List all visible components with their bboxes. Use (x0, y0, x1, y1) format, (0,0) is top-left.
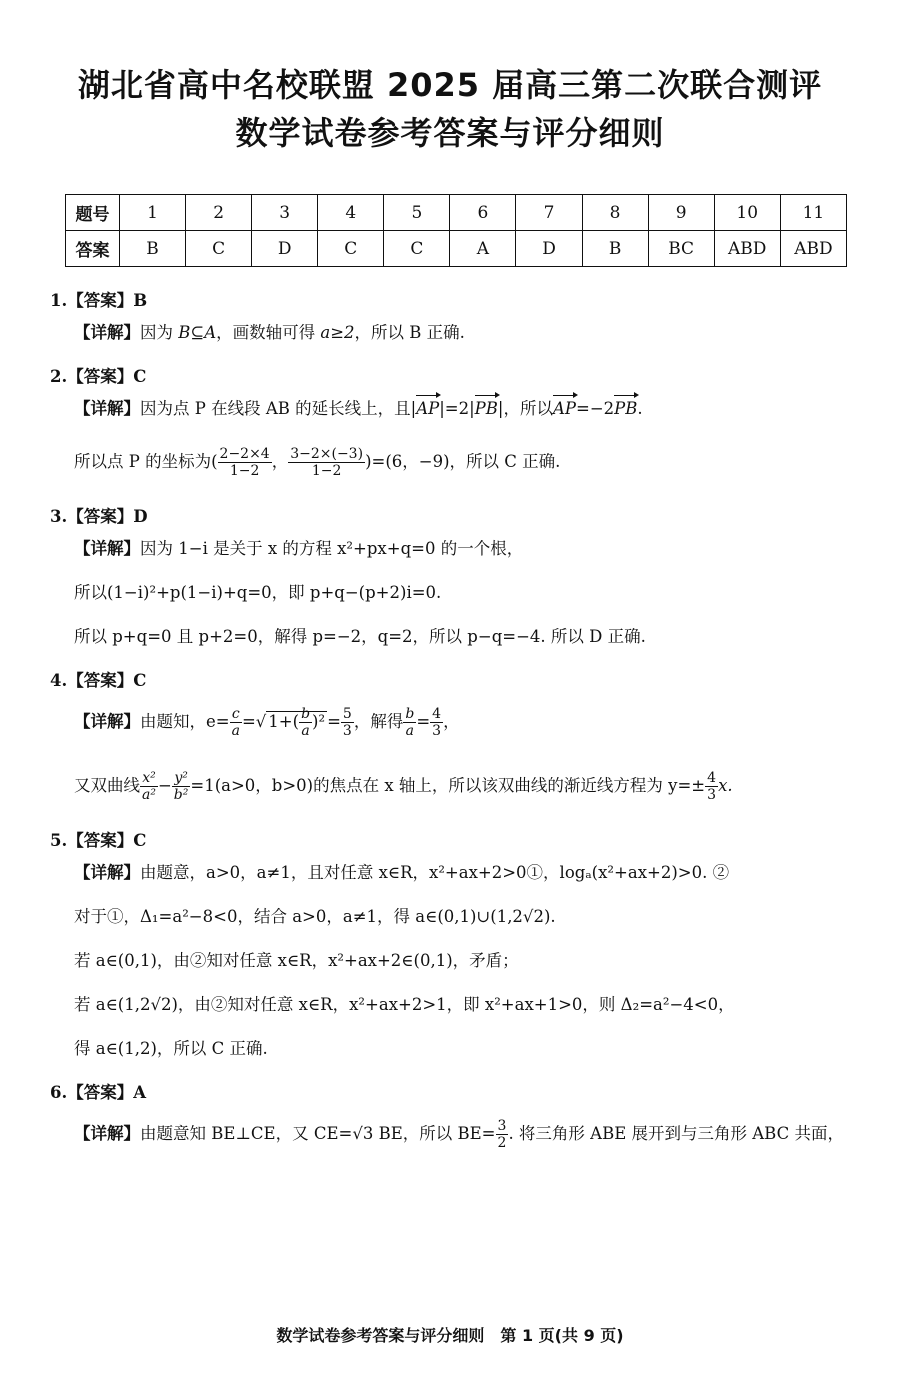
text: x. (718, 776, 733, 795)
explanation-5-line5: 得 a∈(1,2)，所以 C 正确. (74, 1039, 268, 1058)
numerator: 5 (342, 706, 352, 722)
explanation-1 (74, 322, 880, 366)
denominator: 1−2 (229, 463, 260, 479)
explanation-3-line3: 所以 p+q=0 且 p+2=0，解得 p=−2，q=2，所以 p−q=−4. 所以 D 正确. (74, 627, 646, 646)
answer-cell: D (252, 231, 318, 267)
explanation-5-line4: 若 a∈(1,2√2)，由②知对任意 x∈R，x²+ax+2>1，即 x²+ax+1>0，则 Δ₂=a²−4<0， (74, 995, 735, 1014)
text: 由题意知 BE⊥CE，又 CE=√3 BE，所以 BE= (140, 1124, 496, 1143)
denominator: a (301, 723, 310, 739)
denominator: 2 (497, 1135, 507, 1151)
fraction (430, 706, 443, 739)
text: 因为 1−i 是关于 x 的方程 x²+px+q=0 的一个根， (140, 539, 524, 558)
answer-cell: C (318, 231, 384, 267)
answer-cell: B (582, 231, 648, 267)
text: =1(a>0，b>0)的焦点在 x 轴上，所以该双曲线的渐近线方程为 y=± (190, 776, 706, 795)
denominator: 3 (342, 723, 352, 739)
vector-ap: AP (416, 399, 440, 418)
explanation-2-line2 (74, 442, 880, 506)
text: |，所以 (497, 399, 553, 418)
math: a≥2 (320, 323, 355, 342)
denominator: b² (173, 787, 189, 803)
explanation-6-line1 (74, 1114, 880, 1178)
explanation-2-line1 (74, 398, 880, 442)
number-cell: 9 (648, 195, 714, 231)
numerator: b (301, 706, 311, 722)
number-cell: 8 (582, 195, 648, 231)
explanation-3-line1 (74, 538, 880, 582)
detail-label: 【详解】 (74, 323, 140, 342)
answer-cell: C (384, 231, 450, 267)
text: ，画数轴可得 (216, 323, 321, 342)
answer-table (65, 194, 847, 267)
number-cell: 4 (318, 195, 384, 231)
number-cell: 6 (450, 195, 516, 231)
fraction (172, 770, 191, 803)
fraction (140, 770, 158, 803)
vector-ap: AP (552, 399, 576, 418)
denominator: 3 (707, 787, 717, 803)
page-title-line1: 湖北省高中名校联盟 2025 届高三第二次联合测评 (77, 66, 823, 104)
detail-label: 【详解】 (74, 863, 140, 882)
answer-cell: D (516, 231, 582, 267)
explanation-3-line2: 所以(1−i)²+p(1−i)+q=0，即 p+q−(p+2)i=0. (74, 583, 442, 602)
denominator: a² (142, 787, 156, 803)
answer-heading-6: 6.【答案】A (50, 1083, 147, 1102)
number-row-label: 题号 (66, 195, 120, 231)
answer-table-answer-row (66, 231, 847, 267)
fraction (496, 1118, 509, 1151)
answer-row-label: 答案 (66, 231, 120, 267)
fraction (288, 446, 365, 479)
text: − (157, 776, 172, 795)
text: ，所以 B 正确. (354, 323, 465, 342)
denominator: 3 (432, 723, 442, 739)
text: ，解得 (353, 712, 404, 731)
answer-cell: A (450, 231, 516, 267)
answer-cell: BC (648, 231, 714, 267)
numerator: 3−2×(−3) (290, 446, 364, 462)
answer-heading-5: 5.【答案】C (50, 831, 147, 850)
sqrt-sign: √ (255, 712, 267, 731)
answer-cell: B (120, 231, 186, 267)
text: ， (271, 452, 289, 471)
detail-label: 【详解】 (74, 399, 140, 418)
text: =−2 (576, 399, 615, 418)
detail-label: 【详解】 (74, 539, 140, 558)
text: . (637, 399, 643, 418)
fraction (218, 446, 272, 479)
math: B⊆A (178, 323, 217, 342)
fraction (299, 706, 312, 739)
text: |=2| (439, 399, 475, 418)
text: = (241, 712, 256, 731)
text: . 将三角形 ABE 展开到与三角形 ABC 共面， (508, 1124, 844, 1143)
text: = (327, 712, 341, 731)
numerator: x² (140, 770, 158, 787)
numerator: c (230, 706, 242, 723)
explanation-5-line2: 对于①，Δ₁=a²−8<0，结合 a>0，a≠1，得 a∈(0,1)∪(1,2√2). (74, 907, 556, 926)
text: 又双曲线 (74, 776, 140, 795)
text: 1+( (268, 712, 300, 731)
answer-cell: ABD (714, 231, 780, 267)
fraction (705, 770, 718, 803)
sqrt-body (266, 706, 327, 739)
text: ， (443, 712, 460, 731)
explanation-5-line3: 若 a∈(0,1)，由②知对任意 x∈R，x²+ax+2∈(0,1)，矛盾； (74, 951, 519, 970)
text: = (416, 712, 431, 731)
fraction (230, 706, 242, 739)
explanation-4-line1 (74, 702, 880, 766)
explanation-5-line1 (74, 862, 880, 906)
text: 因为点 P 在线段 AB 的延长线上，且| (140, 399, 417, 418)
answer-heading-4: 4.【答案】C (50, 671, 147, 690)
explanation-4-line2 (74, 766, 880, 830)
numerator: 2−2×4 (219, 446, 270, 462)
number-cell: 1 (120, 195, 186, 231)
numerator: 4 (432, 706, 442, 722)
detail-label: 【详解】 (74, 1124, 140, 1143)
numerator: b (405, 706, 415, 722)
answer-heading-3: 3.【答案】D (50, 507, 148, 526)
text: 由题知，e= (140, 712, 230, 731)
answer-table-number-row (66, 195, 847, 231)
answer-heading-1: 1.【答案】B (50, 291, 148, 310)
number-cell: 10 (714, 195, 780, 231)
solutions (50, 290, 880, 1178)
vector-pb: PB (614, 399, 638, 418)
page-footer: 数学试卷参考答案与评分细则 第 1 页(共 9 页) (276, 1326, 624, 1345)
vector-pb: PB (474, 399, 498, 418)
denominator: a (231, 723, 240, 739)
fraction (403, 706, 416, 739)
denominator: 1−2 (311, 463, 342, 479)
text: 因为 (140, 323, 179, 342)
denominator: a (405, 723, 414, 739)
number-cell: 11 (780, 195, 846, 231)
numerator: 4 (707, 770, 717, 786)
text: )² (312, 712, 326, 731)
text: 由题意，a>0，a≠1，且对任意 x∈R，x²+ax+2>0①，logₐ(x²+ax+2)>0. ② (140, 863, 730, 882)
answer-heading-2: 2.【答案】C (50, 367, 147, 386)
number-cell: 2 (186, 195, 252, 231)
fraction (341, 706, 354, 739)
text: 所以点 P 的坐标为( (74, 452, 218, 471)
answer-cell: C (186, 231, 252, 267)
numerator: y² (172, 770, 191, 787)
number-cell: 5 (384, 195, 450, 231)
detail-label: 【详解】 (74, 712, 140, 731)
page-title-line2: 数学试卷参考答案与评分细则 (235, 114, 665, 152)
answer-cell: ABD (780, 231, 846, 267)
number-cell: 3 (252, 195, 318, 231)
numerator: 3 (497, 1118, 507, 1134)
text: )=(6，−9)，所以 C 正确. (365, 452, 561, 471)
number-cell: 7 (516, 195, 582, 231)
